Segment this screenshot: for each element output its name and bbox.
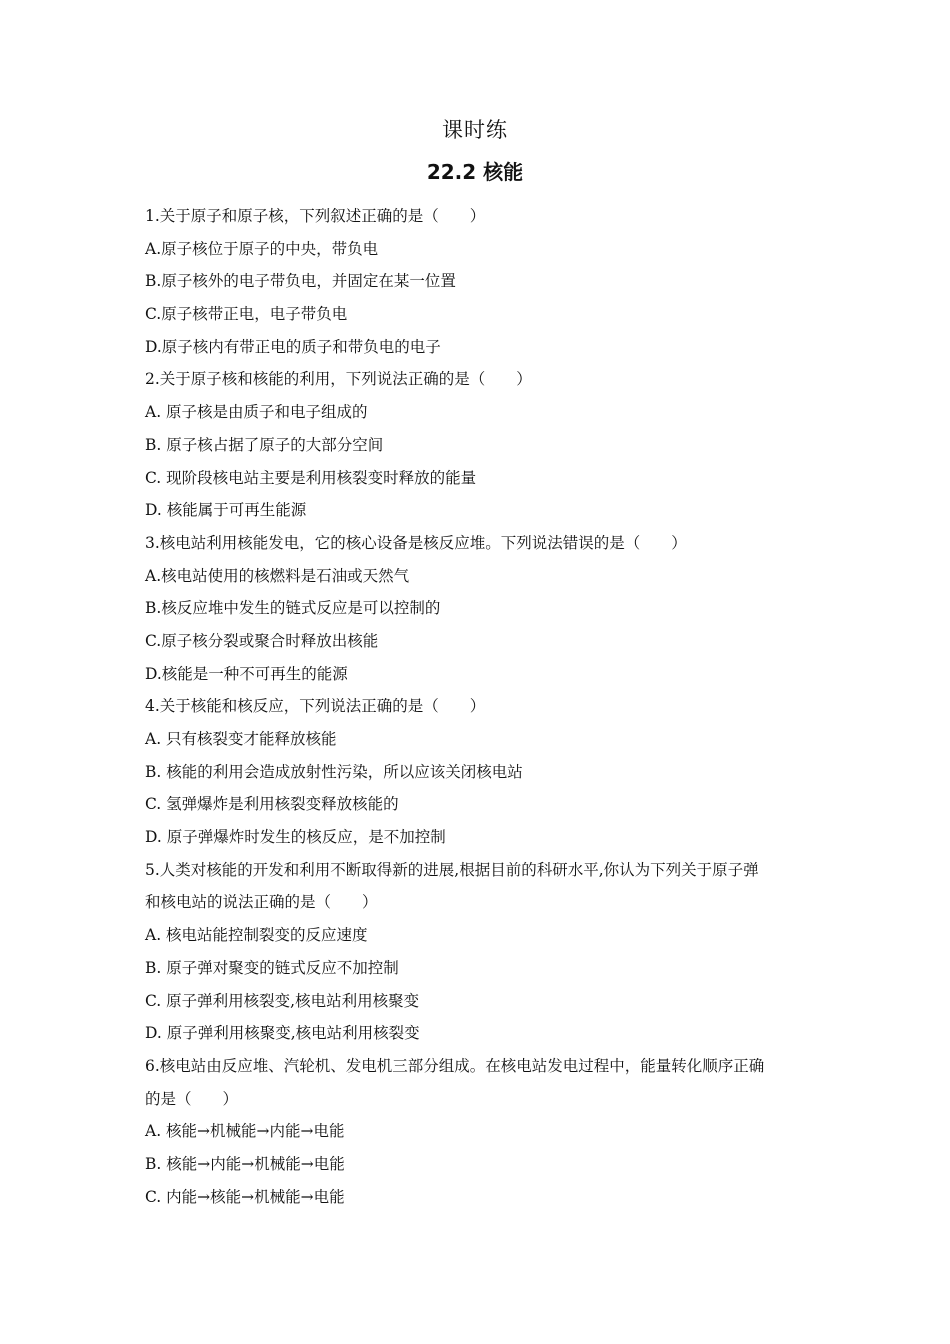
option-c: C. 现阶段核电站主要是利用核裂变时释放的能量 <box>145 468 477 487</box>
question-stem: 4.关于核能和核反应，下列说法正确的是（ ） <box>145 697 486 716</box>
question-list <box>145 200 815 1213</box>
question-stem: 3.核电站利用核能发电，它的核心设备是核反应堆。下列说法错误的是（ ） <box>145 533 687 552</box>
option-d: D.原子核内有带正电的质子和带负电的电子 <box>145 337 441 356</box>
option-c: C.原子核带正电，电子带负电 <box>145 305 348 324</box>
option-a: A. 核电站能控制裂变的反应速度 <box>145 926 368 945</box>
option-b: B.原子核外的电子带负电，并固定在某一位置 <box>145 272 456 291</box>
question-1 <box>145 200 815 363</box>
option-c: C. 氢弹爆炸是利用核裂变释放核能的 <box>145 795 399 814</box>
option-b: B. 核能→内能→机械能→电能 <box>145 1154 345 1173</box>
question-2 <box>145 363 815 526</box>
question-4 <box>145 690 815 853</box>
option-c: C. 原子弹利用核裂变,核电站利用核聚变 <box>145 991 420 1010</box>
option-c: C. 内能→核能→机械能→电能 <box>145 1187 345 1206</box>
option-c: C.原子核分裂或聚合时释放出核能 <box>145 631 379 650</box>
option-a: A.原子核位于原子的中央，带负电 <box>145 239 379 258</box>
option-a: A. 核能→机械能→内能→电能 <box>145 1122 345 1141</box>
question-stem: 2.关于原子核和核能的利用，下列说法正确的是（ ） <box>145 370 532 389</box>
question-stem-line-1: 6.核电站由反应堆、汽轮机、发电机三部分组成。在核电站发电过程中，能量转化顺序正确 <box>145 1056 765 1075</box>
question-stem-line-2: 和核电站的说法正确的是（ ） <box>145 893 378 912</box>
option-a: A.核电站使用的核燃料是石油或天然气 <box>145 566 410 585</box>
question-5 <box>145 854 815 1050</box>
question-stem-line-2: 的是（ ） <box>145 1089 239 1108</box>
option-b: B.核反应堆中发生的链式反应是可以控制的 <box>145 599 441 618</box>
option-d: D.核能是一种不可再生的能源 <box>145 664 348 683</box>
option-d: D. 原子弹爆炸时发生的核反应，是不加控制 <box>145 828 446 847</box>
page-title: 课时练 <box>442 118 508 142</box>
question-stem: 1.关于原子和原子核，下列叙述正确的是（ ） <box>145 207 486 225</box>
option-b: B. 核能的利用会造成放射性污染，所以应该关闭核电站 <box>145 762 523 781</box>
option-a: A. 原子核是由质子和电子组成的 <box>145 403 368 422</box>
question-stem-line-1: 5.人类对核能的开发和利用不断取得新的进展,根据目前的科研水平,你认为下列关于原子弹 <box>145 860 759 879</box>
option-b: B. 原子弹对聚变的链式反应不加控制 <box>145 958 399 977</box>
question-3 <box>145 527 815 690</box>
option-b: B. 原子核占据了原子的大部分空间 <box>145 435 384 454</box>
option-d: D. 核能属于可再生能源 <box>145 501 307 520</box>
option-a: A. 只有核裂变才能释放核能 <box>145 730 337 748</box>
question-6 <box>145 1050 815 1213</box>
option-d: D. 原子弹利用核聚变,核电站利用核裂变 <box>145 1024 420 1043</box>
page-subtitle: 22.2 核能 <box>426 160 524 184</box>
